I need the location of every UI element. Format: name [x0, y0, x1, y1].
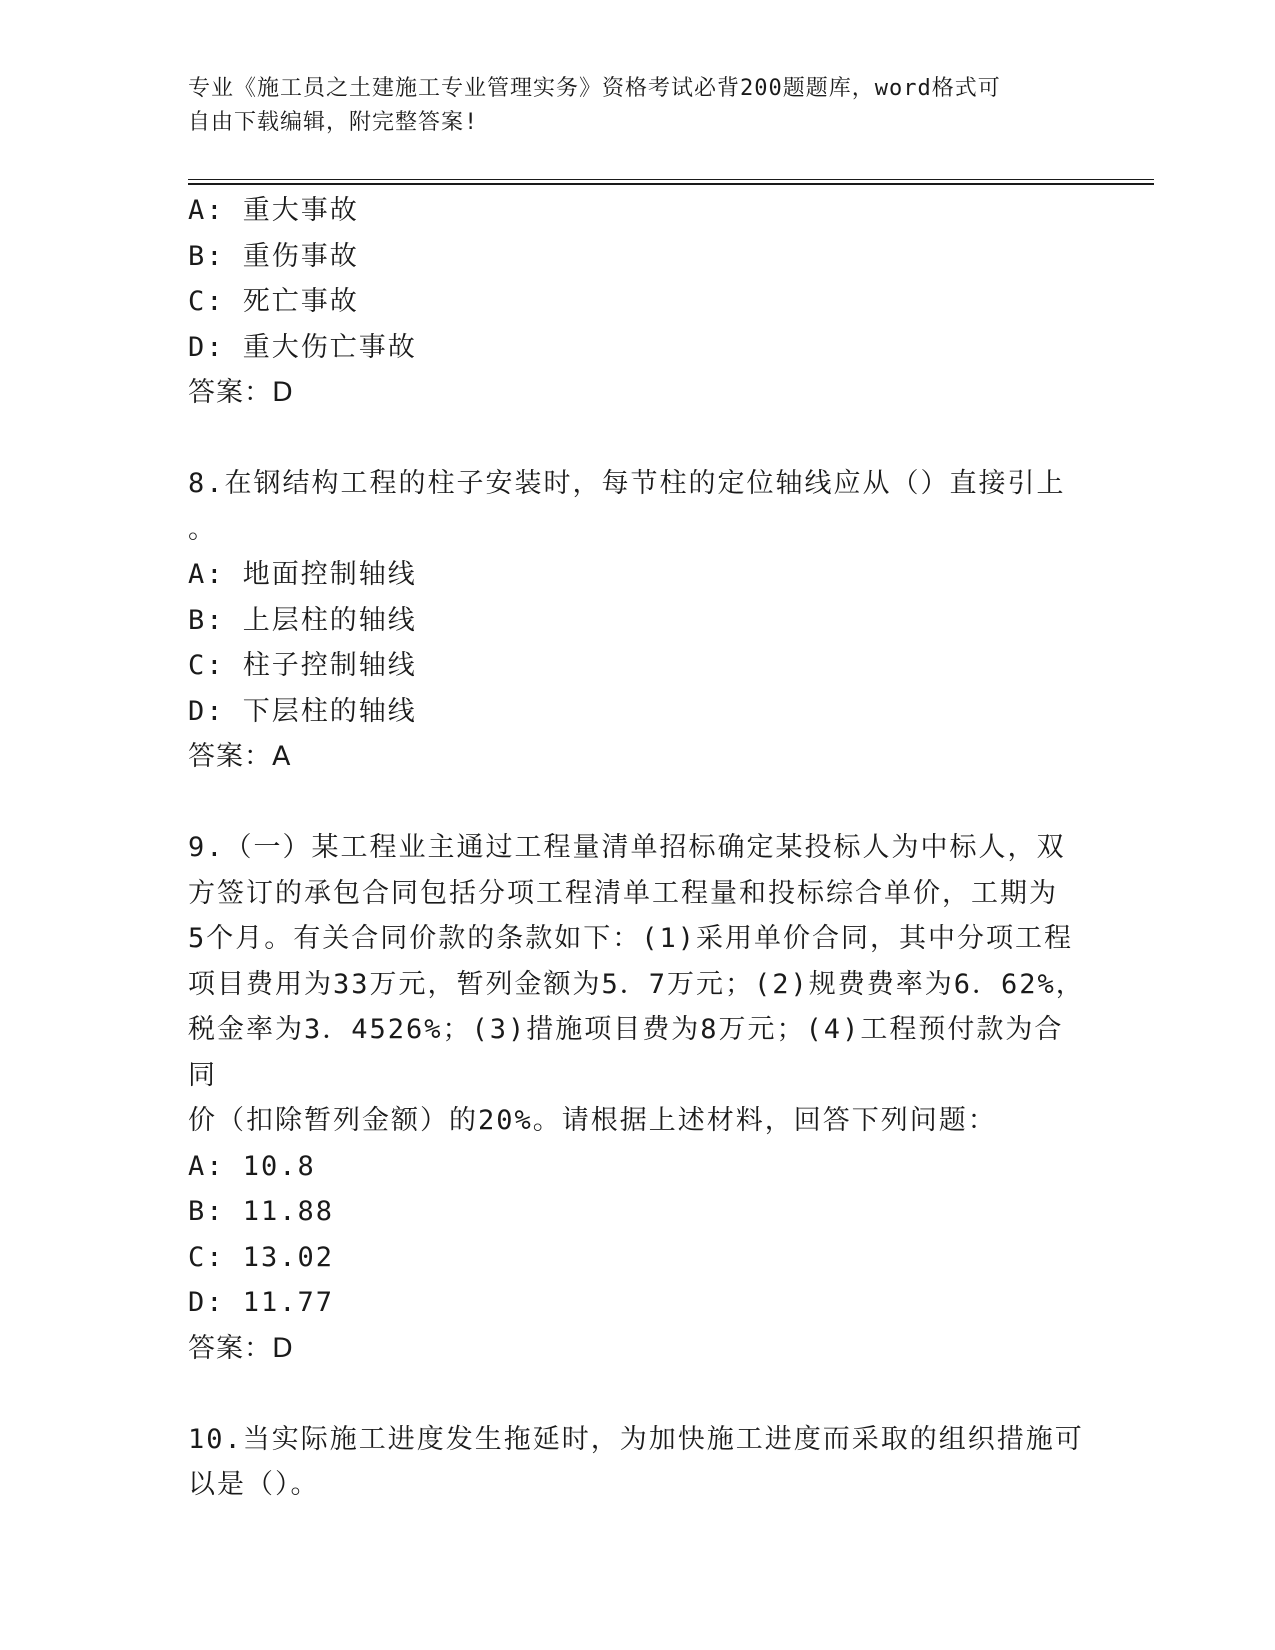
- option-a: A: 重大事故: [188, 195, 359, 226]
- header-rule-thick: [188, 183, 1154, 185]
- option-b: B: 重伤事故: [188, 240, 359, 272]
- spacer: [188, 416, 1088, 462]
- spacer: [188, 780, 1088, 826]
- header-line-2: 自由下载编辑，附完整答案!: [188, 110, 479, 135]
- answer-line: 答案：D: [188, 1332, 294, 1364]
- header-rule-thin: [188, 179, 1154, 180]
- question-7-block: [188, 188, 1088, 416]
- header-line-1: 专业《施工员之土建施工专业管理实务》资格考试必背200题题库，word格式可: [188, 76, 1001, 101]
- question-10-block: [188, 1417, 1088, 1508]
- question-text-line: 10.当实际施工进度发生拖延时，为加快施工进度而采取的组织措施可: [188, 1423, 1084, 1455]
- option-c: C: 死亡事故: [188, 286, 359, 317]
- question-text-line: 9.（一）某工程业主通过工程量清单招标确定某投标人为中标人，双: [188, 832, 1066, 863]
- spacer: [188, 1371, 1088, 1417]
- document-header: [188, 72, 1068, 140]
- option-a: A: 地面控制轴线: [188, 559, 417, 590]
- option-d: D: 重大伤亡事故: [188, 331, 417, 363]
- question-8-block: [188, 461, 1088, 780]
- question-text-line: 方签订的承包合同包括分项工程清单工程量和投标综合单价，工期为: [188, 877, 1058, 909]
- answer-line: 答案：A: [188, 741, 292, 772]
- question-text-line: 税金率为3．4526%；(3)措施项目费为8万元；(4)工程预付款为合同: [188, 1014, 1064, 1091]
- document-body: [188, 188, 1088, 1508]
- question-text-line: 5个月。有关合同价款的条款如下：(1)采用单价合同，其中分项工程: [188, 923, 1074, 954]
- answer-line: 答案：D: [188, 377, 294, 408]
- question-text-line: 8.在钢结构工程的柱子安装时，每节柱的定位轴线应从（）直接引上: [188, 468, 1066, 499]
- option-c: C: 13.02: [188, 1241, 335, 1273]
- option-b: B: 11.88: [188, 1196, 335, 1227]
- question-text-line: 。: [188, 513, 217, 545]
- question-text-line: 以是（）。: [188, 1469, 320, 1500]
- option-c: C: 柱子控制轴线: [188, 650, 417, 681]
- option-a: A: 10.8: [188, 1150, 316, 1182]
- question-text-line: 项目费用为33万元，暂列金额为5．7万元；(2)规费费率为6．62%，: [188, 968, 1085, 1000]
- option-d: D: 下层柱的轴线: [188, 695, 417, 727]
- option-d: D: 11.77: [188, 1287, 335, 1318]
- question-9-block: [188, 825, 1088, 1371]
- question-text-line: 价（扣除暂列金额）的20%。请根据上述材料，回答下列问题：: [188, 1105, 997, 1136]
- option-b: B: 上层柱的轴线: [188, 604, 417, 636]
